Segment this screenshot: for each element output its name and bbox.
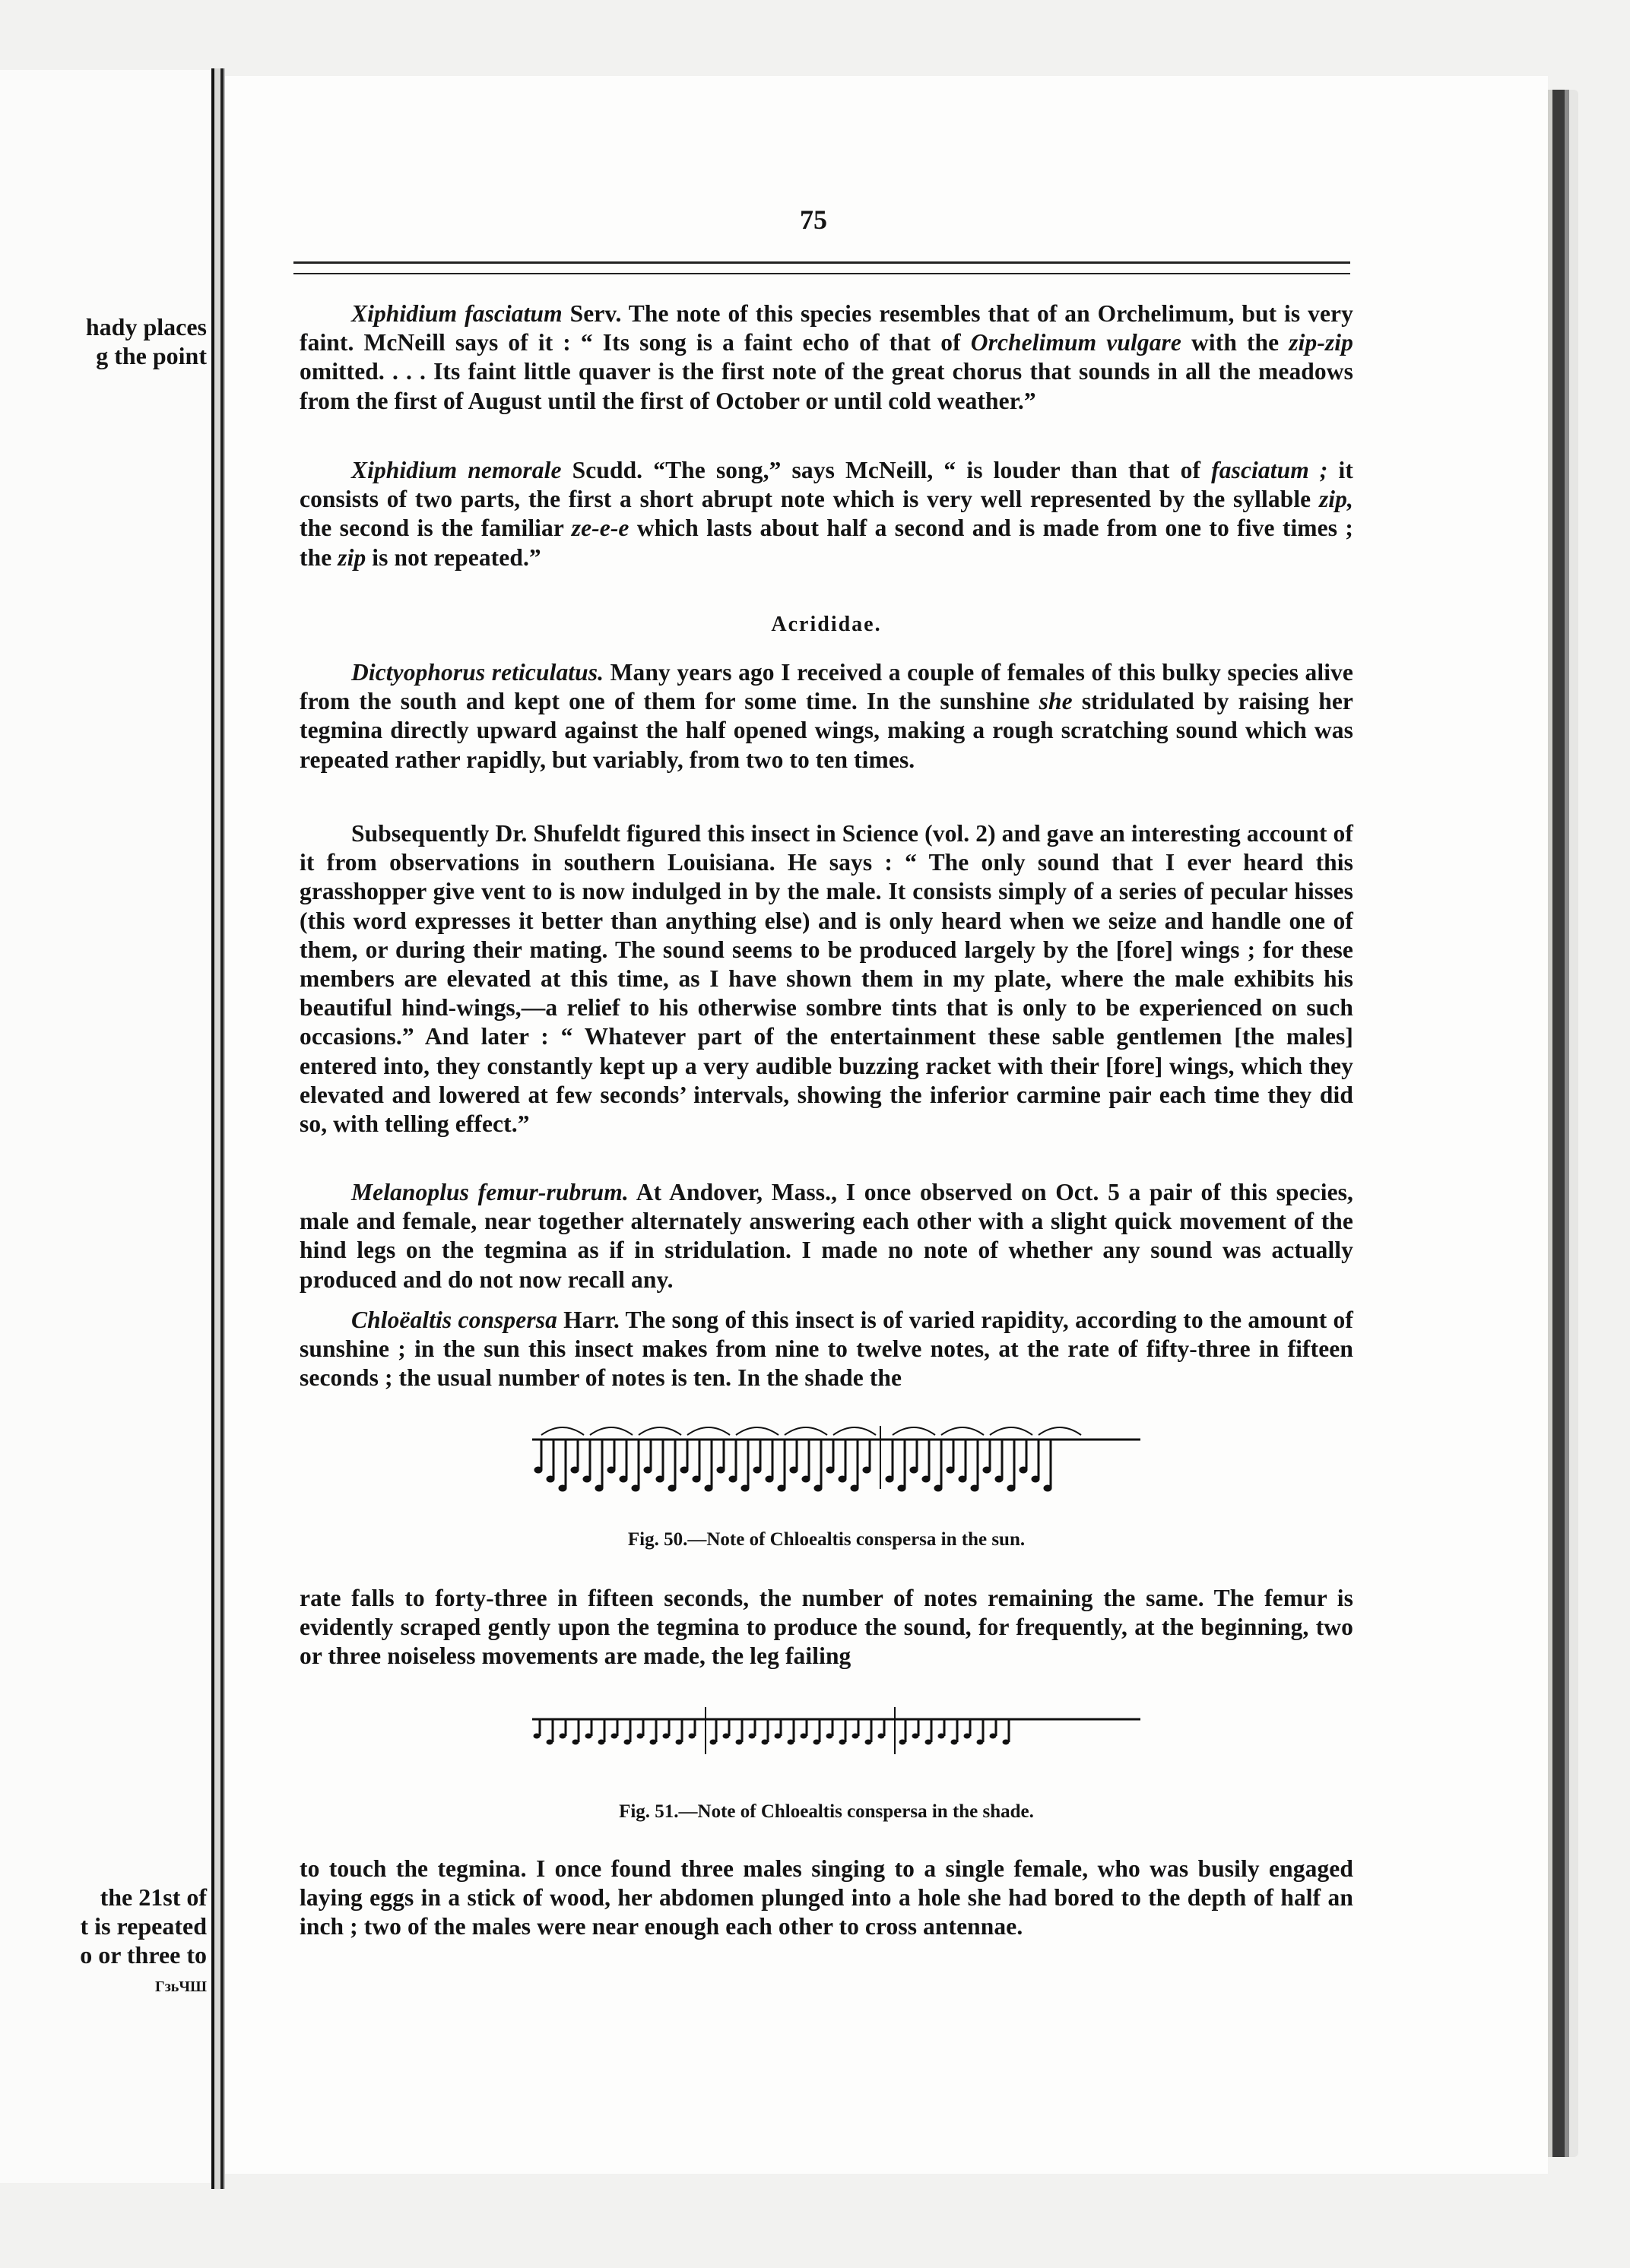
note-head <box>736 1740 742 1744</box>
book-gutter <box>211 68 225 2189</box>
paragraph-chloealtis <box>300 1306 1353 1393</box>
note-head <box>749 1734 755 1738</box>
paragraph-text: it consists of two parts, the first a short abrupt note which is very well represented by the syllable <box>300 457 1353 513</box>
left-page-line: the 21st of <box>100 1883 207 1911</box>
note-head <box>607 1467 615 1473</box>
note-head <box>925 1740 931 1744</box>
slur <box>1039 1427 1081 1435</box>
slur <box>590 1427 633 1435</box>
figure-51-notation <box>532 1699 1156 1760</box>
slur <box>639 1427 681 1435</box>
note-head <box>922 1476 930 1482</box>
section-heading: Acrididae. <box>771 613 882 636</box>
paragraph-text: Subsequently Dr. Shufeldt figured this insect in Science (vol. 2) and gave an interesting account of it from observations in southern Louisiana. He says : “ The only sound that I ever heard this grasshopper give vent to is now indulged in by the male. It consists simply of a series of pecular hisses (this word expresses it better than anything else) and is only heard when we seize and handle one of them, or during their mating. The sound seems to be produced largely by the [fore] wings ; for these members are elevated at this time, as I have shown them in my plate, where the male exhibits his beautiful hind-wings,—a relief to his otherwise sombre tints that is only to be experienced on such occasions.” And later : “ Whatever part of the entertainment these sable gentlemen [the males] entered into, they constantly kept up a very audible buzzing racket with their [fore] wings, which they elevated and lowered at few seconds’ intervals, showing the inferior carmine pair each time they did so, with telling effect.” <box>300 820 1353 1138</box>
paragraph-melanoplus <box>300 1178 1353 1294</box>
note-head <box>826 1734 832 1738</box>
note-head <box>801 1734 807 1738</box>
note-head <box>611 1734 617 1738</box>
left-page-line: t is repeated <box>80 1912 207 1940</box>
note-head <box>1003 1740 1009 1744</box>
paragraph-dictyophorus <box>300 658 1353 774</box>
species-name: Xiphidium fasciatum <box>351 300 563 327</box>
slur <box>990 1427 1032 1435</box>
note-head <box>534 1467 542 1473</box>
note-head <box>951 1740 957 1744</box>
left-page-line: hady places <box>85 313 207 341</box>
note-head <box>583 1476 591 1482</box>
note-head <box>964 1734 970 1738</box>
italic-term: ze-e-e <box>571 515 629 542</box>
paragraph-continuation-1 <box>300 1584 1353 1671</box>
paragraph-text: the second is the familiar <box>300 515 572 542</box>
note-head <box>898 1485 905 1491</box>
note-head <box>938 1734 944 1738</box>
paragraph-text: Serv. The note of this species resembles that of an Orchelimum, but is very faint. McNeill says of it : “ Its song is a faint echo of that of <box>300 300 1353 356</box>
note-head <box>723 1734 729 1738</box>
note-head <box>637 1734 643 1738</box>
note-head <box>650 1740 656 1744</box>
left-page-line: o or three to <box>80 1941 207 1969</box>
note-head <box>839 1476 846 1482</box>
paragraph-text: omitted. . . . Its faint little quaver is the first note of the great chorus that sounds in all the meadows from the first of August until the first of October or until cold weather.” <box>300 358 1353 414</box>
paragraph-text: with the <box>1181 329 1289 356</box>
note-head <box>947 1467 954 1473</box>
left-page-fragment-text: ГзьЧШ <box>155 1978 207 1995</box>
paragraph-continuation-2 <box>300 1855 1353 1942</box>
note-head <box>886 1476 893 1482</box>
note-head <box>1044 1485 1051 1491</box>
note-head <box>851 1485 858 1491</box>
paragraph-text: At Andover, Mass., I once observed on Oct. 5 a pair of this species, male and female, near together alternately answering each other with a slight quick movement of the hind legs on the tegmina as if in stridulation. I made no note of whether any sound was actually produced and do not now recall any. <box>300 1179 1353 1293</box>
paragraph-text: stridulated by raising her tegmina directly upward against the half opened wings, making a rough scratching sound which was repeated rather rapidly, but variably, from two to ten times. <box>300 688 1353 773</box>
paragraph-xiphidium-fasciatum <box>300 299 1353 416</box>
note-head <box>762 1740 768 1744</box>
note-head <box>644 1467 652 1473</box>
note-head <box>560 1734 566 1738</box>
left-page-line: g the point <box>96 342 207 369</box>
species-name: Melanoplus femur-rubrum. <box>351 1179 629 1205</box>
note-head <box>790 1467 798 1473</box>
note-head <box>571 1467 579 1473</box>
paragraph-text: which lasts about half a second and is made from one to five times ; the <box>300 515 1353 571</box>
note-head <box>717 1467 725 1473</box>
note-head <box>959 1476 966 1482</box>
header-rule <box>293 261 1350 274</box>
note-head <box>990 1734 996 1738</box>
species-name: Orchelimum vulgare <box>970 329 1181 356</box>
note-head <box>547 1740 553 1744</box>
italic-term: zip <box>338 543 366 571</box>
note-head <box>788 1740 794 1744</box>
note-head <box>534 1734 540 1738</box>
page-edge <box>1548 90 1578 2157</box>
note-head <box>912 1734 918 1738</box>
italic-term: she <box>1039 688 1073 715</box>
paragraph-text: Harr. The song of this insect is of varied rapidity, according to the amount of sunshine ; in the sun this insect makes from nine to twelve notes, at the rate of fifty-three in fifteen seconds ; the usual number of notes is ten. In the shade the <box>300 1307 1353 1392</box>
italic-term: zip, <box>1318 486 1353 513</box>
note-head <box>547 1476 554 1482</box>
paragraph-text: rate falls to forty-three in fifteen seconds, the number of notes remaining the same. The femur is evidently scraped gently upon the tegmina to produce the sound, for frequently, at the beginning, two or three noiseless movements are made, the leg failing <box>300 1585 1353 1670</box>
slur <box>687 1427 730 1435</box>
note-head <box>1032 1476 1039 1482</box>
note-head <box>778 1485 785 1491</box>
note-head <box>572 1740 579 1744</box>
note-head <box>775 1734 781 1738</box>
figure-50-notation <box>532 1417 1156 1500</box>
left-page-fragment <box>0 70 211 2183</box>
slur <box>541 1427 584 1435</box>
note-head <box>676 1740 682 1744</box>
note-head <box>865 1740 871 1744</box>
note-head <box>741 1485 749 1491</box>
note-head <box>813 1740 820 1744</box>
note-head <box>663 1734 669 1738</box>
note-head <box>656 1476 664 1482</box>
note-head <box>826 1467 834 1473</box>
paragraph-shufeldt <box>300 819 1353 1139</box>
note-head <box>624 1740 630 1744</box>
slur <box>833 1427 876 1435</box>
species-name: Dictyophorus reticulatus. <box>351 659 604 686</box>
note-head <box>863 1467 870 1473</box>
italic-term: zip-zip <box>1289 329 1353 356</box>
note-head <box>910 1467 918 1473</box>
note-head <box>995 1476 1003 1482</box>
note-head <box>899 1740 905 1744</box>
slur <box>941 1427 984 1435</box>
note-head <box>620 1476 627 1482</box>
note-head <box>753 1467 761 1473</box>
slur <box>785 1427 827 1435</box>
note-head <box>839 1740 845 1744</box>
note-head <box>983 1467 991 1473</box>
figure-50-caption: Fig. 50.—Note of Chloealtis conspersa in the sun. <box>627 1529 1026 1550</box>
paragraph-text: Many years ago I received a couple of females of this bulky species alive from the south and kept one of them for some time. In the sunshine <box>300 659 1353 715</box>
note-head <box>585 1734 591 1738</box>
note-head <box>559 1485 566 1491</box>
note-head <box>632 1485 639 1491</box>
note-head <box>595 1485 603 1491</box>
note-head <box>977 1740 983 1744</box>
note-head <box>1020 1467 1027 1473</box>
paragraph-xiphidium-nemorale <box>300 456 1353 572</box>
paragraph-text: to touch the tegmina. I once found three males singing to a single female, who was busily engaged laying eggs in a stick of wood, her abdomen plunged into a hole she had bored to the depth of half an inch ; two of the males were near enough each other to cross antennae. <box>300 1855 1353 1940</box>
note-head <box>710 1740 716 1744</box>
note-head <box>680 1467 688 1473</box>
slur <box>893 1427 935 1435</box>
note-head <box>878 1734 884 1738</box>
note-head <box>802 1476 810 1482</box>
species-name: Xiphidium nemorale <box>351 457 562 483</box>
slur <box>736 1427 779 1435</box>
note-head <box>814 1485 822 1491</box>
note-head <box>705 1485 712 1491</box>
note-head <box>693 1476 700 1482</box>
note-head <box>852 1734 858 1738</box>
note-head <box>689 1734 695 1738</box>
note-head <box>668 1485 676 1491</box>
note-head <box>934 1485 942 1491</box>
paragraph-text: Scudd. “The song,” says McNeill, “ is louder than that of <box>561 457 1212 483</box>
species-name: Chloëaltis conspersa <box>351 1307 557 1333</box>
page-number: 75 <box>800 204 827 235</box>
note-head <box>729 1476 737 1482</box>
note-head <box>598 1740 604 1744</box>
figure-51-caption: Fig. 51.—Note of Chloealtis conspersa in the shade. <box>619 1801 1034 1822</box>
paragraph-text: is not repeated.” <box>366 543 541 571</box>
note-head <box>766 1476 773 1482</box>
note-head <box>971 1485 978 1491</box>
note-head <box>1007 1485 1015 1491</box>
species-name: fasciatum ; <box>1211 457 1328 483</box>
